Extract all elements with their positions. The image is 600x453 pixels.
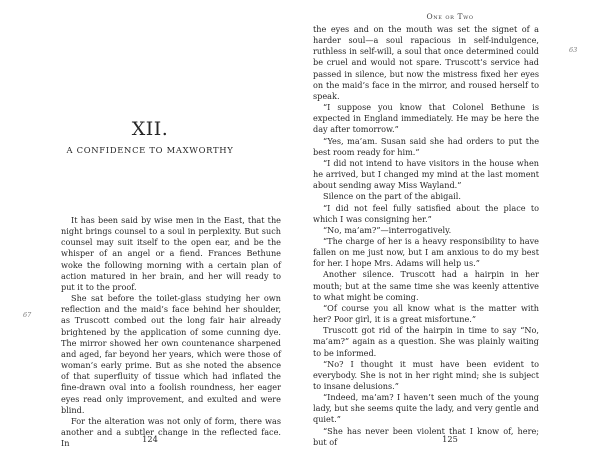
page-number-left: 124 [142, 434, 158, 444]
paragraph: “I did not intend to have visitors in the house when he arrived, but I changed my mind at the last moment about sending away Miss Wayland.” [313, 157, 539, 191]
margin-line-number-right: 63 [569, 46, 578, 54]
left-page-text [61, 215, 281, 449]
running-head: One or Two [426, 12, 474, 21]
paragraph: Another silence. Truscott had a hairpin in her mouth; but at the same time she was keenly attentive to what might be coming. [313, 269, 539, 302]
paragraph: “No, ma’am?”—interrogatively. [323, 224, 452, 235]
paragraph-continued: the eyes and on the mouth was set the signet of a harder soul—a soul rapacious in self-indulgence, ruthless in self-will, a soul that once determined could be cruel and would not spare. Truscott’s service had passed in silence, but now the mistress fixed her eyes on the maid’s face in the mirror, and roused herself to speak. [313, 24, 539, 101]
paragraph: “Yes, ma’am. Susan said she had orders to put the best room ready for him.” [313, 135, 539, 157]
paragraph: It has been said by wise men in the East, that the night brings counsel to a soul in perplexity. But such counsel may suit itself to the open ear, and be the whisper of an angel or a fiend. Frances Bethune woke the following morning with a certain plan of action matured in her brain, and her will ready to put it to the proof. [61, 215, 281, 292]
right-page-text [313, 24, 539, 448]
chapter-number: XII. [131, 118, 169, 140]
paragraph: “Of course you all know what is the matter with her? Poor girl, it is a great misfortune.” [313, 302, 539, 325]
page-number-right: 125 [442, 434, 458, 444]
paragraph: “I suppose you know that Colonel Bethune is expected in England immediately. He may be here the day after tomorrow.” [313, 102, 539, 135]
paragraph: She sat before the toilet-glass studying her own reflection and the maid’s face behind her shoulder, as Truscott combed out the long fair hair already brightened by the application of some cunning dye. The mirror showed her own countenance sharpened and aged, far beyond her years, which were those of woman’s early prime. But as she noted the absence of that superfluity of tissue which had inflated the fine-drawn oval into a foolish roundness, her eager eyes read only improvement, and exulted and were blind. [61, 293, 281, 415]
chapter-title: A CONFIDENCE TO MAXWORTHY [66, 145, 234, 155]
paragraph: “No? I thought it must have been evident to everybody. She is not in her right mind; she is subject to insane delusions.” [313, 358, 539, 391]
paragraph: For the alteration was not only of form, there was another and a subtler change in the reflected face. In [61, 415, 281, 449]
paragraph: “The charge of her is a heavy responsibility to have fallen on me just now, but I am anxious to do my best for her. I hope Mrs. Adams will help us.” [313, 235, 539, 269]
paragraph: Silence on the part of the abigail. [323, 191, 461, 202]
paragraph: “Indeed, ma’am? I haven’t seen much of the young lady, but she seems quite the lady, and very gentle and quiet.” [313, 392, 539, 425]
paragraph: “I did not feel fully satisfied about the place to which I was consigning her.” [313, 202, 539, 224]
paragraph: Truscott got rid of the hairpin in time to say “No, ma’am?” again as a question. She was plainly waiting to be informed. [313, 325, 539, 358]
paragraph: “She has never been violent that I know of, here; but of [313, 425, 539, 447]
margin-line-number-left: 67 [23, 311, 32, 319]
